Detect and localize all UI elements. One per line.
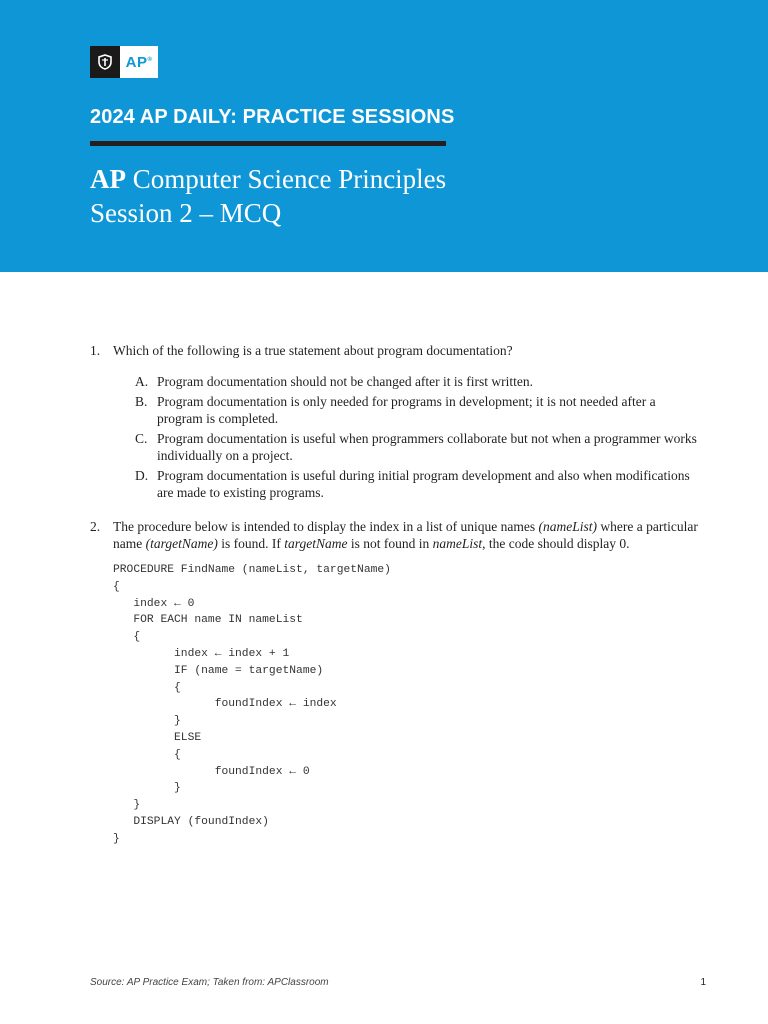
choice-b (135, 393, 702, 427)
answer-choices (113, 373, 702, 501)
footer-source: Source: AP Practice Exam; Taken from: APClassroom (90, 977, 329, 988)
questions (90, 342, 702, 848)
choice-c (135, 430, 702, 464)
header-banner (0, 0, 768, 272)
page-number: 1 (700, 977, 706, 988)
code-line: foundIndex ← 0 (113, 765, 310, 778)
choice-text: Program documentation is only needed for programs in development; it is not needed after a program is completed. (157, 394, 656, 426)
course-name: Computer Science Principles (132, 164, 447, 194)
question-number: 2. (90, 519, 101, 534)
title-divider (90, 141, 446, 146)
code-line: } (113, 832, 120, 845)
question-2 (90, 518, 702, 848)
choice-letter: B. (135, 394, 148, 409)
choice-letter: D. (135, 468, 149, 483)
code-line: foundIndex ← index (113, 698, 337, 711)
question-stem: The procedure below is intended to display the index in a list of unique names (nameList) where a particular name (targetName) is found. If targetName is not found in nameList, the code should display 0. (113, 519, 698, 551)
code-line: { (113, 748, 181, 761)
session-title: Session 2 – MCQ (90, 198, 282, 228)
code-line: IF (name = targetName) (113, 664, 324, 677)
code-line: index ← index + 1 (113, 647, 290, 660)
choice-letter: A. (135, 374, 149, 389)
code-line: { (113, 580, 120, 593)
question-stem: Which of the following is a true statement about program documentation? (113, 343, 513, 358)
choice-d (135, 467, 702, 501)
course-prefix: AP (90, 164, 126, 194)
code-line: } (113, 715, 181, 728)
code-line: PROCEDURE FindName (nameList, targetName) (113, 564, 391, 576)
code-block (113, 562, 702, 848)
choice-letter: C. (135, 431, 148, 446)
choice-text: Program documentation should not be changed after it is first written. (157, 374, 534, 389)
code-line: } (113, 799, 141, 812)
ap-logo-text: AP ® (120, 46, 158, 78)
course-title (90, 162, 446, 230)
ap-logo (90, 46, 158, 78)
code-line: ELSE (113, 731, 202, 744)
code-line: index ← 0 (113, 597, 195, 610)
choice-a (135, 373, 702, 390)
choice-text: Program documentation is useful during initial program development and also when modifications are made to existing programs. (157, 468, 690, 500)
series-title: 2024 AP DAILY: PRACTICE SESSIONS (90, 106, 455, 128)
code-line: FOR EACH name IN nameList (113, 614, 303, 627)
shield-icon (90, 46, 120, 78)
code-line: { (113, 631, 141, 644)
code-line: DISPLAY (foundIndex) (113, 815, 269, 828)
question-1 (90, 342, 702, 501)
question-number: 1. (90, 343, 101, 358)
choice-text: Program documentation is useful when programmers collaborate but not when a programmer works individually on a project. (157, 431, 697, 463)
code-line: } (113, 782, 181, 795)
code-line: { (113, 681, 181, 694)
